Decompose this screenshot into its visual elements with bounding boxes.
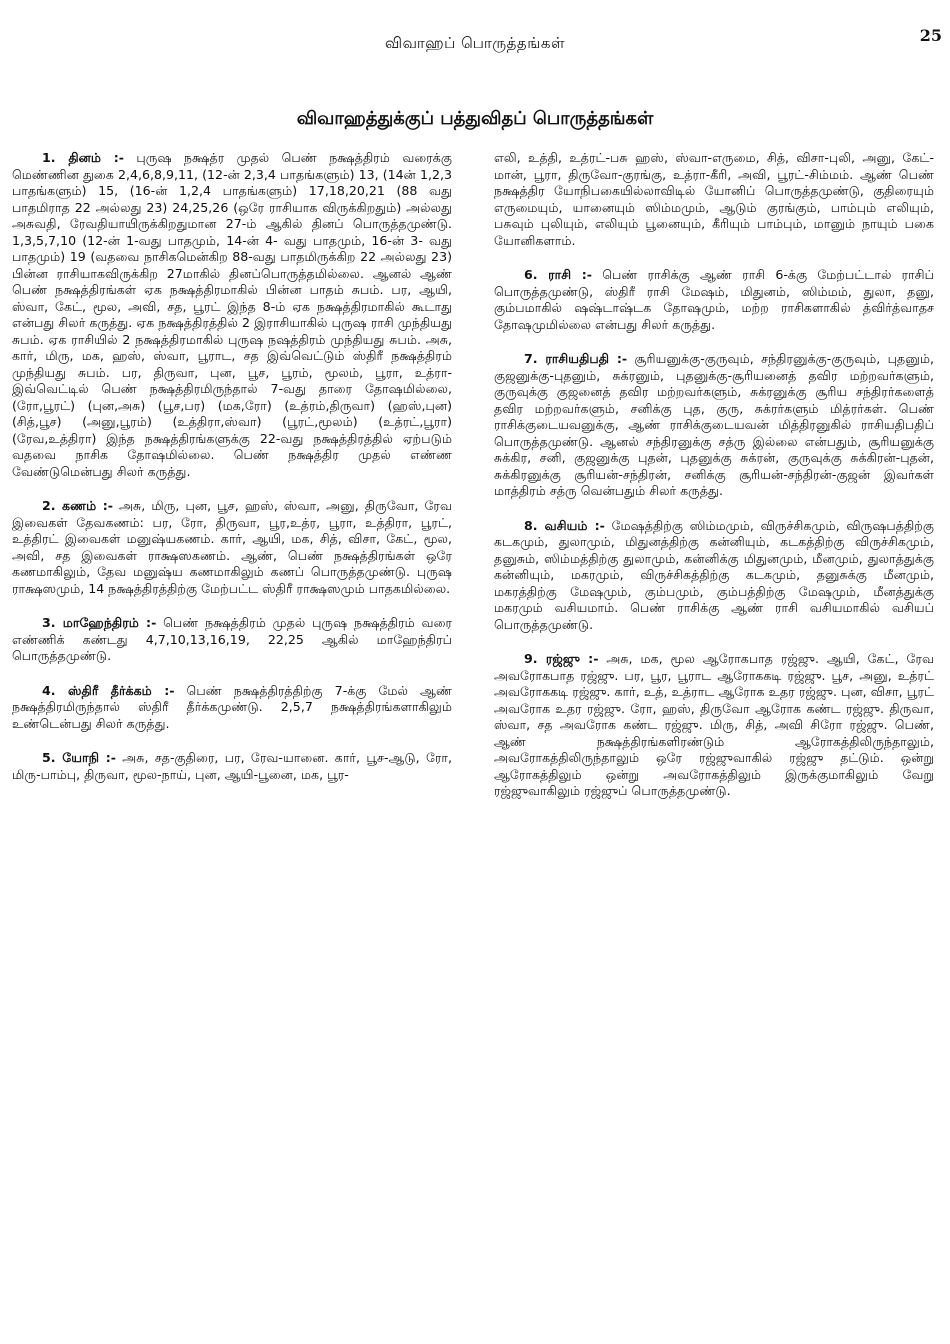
section-heading: கணம் :- bbox=[62, 498, 113, 513]
page-number: 25 bbox=[919, 26, 942, 45]
section-paragraph bbox=[12, 750, 452, 783]
section-text: பெண் நக்ஷத்திரம் முதல் புருஷ நக்ஷத்திரம் வரை எண்ணிக் கண்டது 4,7,10,13,16,19, 22,25 ஆகில் மாஹேந்திரப் பொருத்தமுண்டு. bbox=[12, 615, 453, 663]
section-text: புருஷ நக்ஷத்ர முதல் பெண் நக்ஷத்திரம் வரைக்கு மெண்ணின துகை 2,4,6,8,9,11, (12-ன் 2,3,4 பாதங்களும்) 13, (14ன் 1,2,3 பாதங்களும்) 15, (16-ன் 1,2,4 பாதங்களும்) 17,18,20,21 (88 வது பாதமிராத 22 அல்லது 23) 24,25,26 (ஒரே ராசியாக விருக்கிறதும்) அல்லது அசுவதி, ரேவதியாயிருக்கிறதுமான 27-ம் ஆகில் தினப் பொருத்தமுண்டு. 1,3,5,7,10 (12-ன் 1-வது பாதமும், 14-ன் 4- வது பாதமும், 16-ன் 3- வது பாதமும்) 19 (வதவை நாசிகமென்கிற 88-வது பாதமிருக்கிற 22 அல்லது 23) பின்ன ராசியாகவிருக்கிற 27மாகில் தினப்பொருத்தமில்லை. ஆனல் ஆண் பெண் நக்ஷத்திரங்கள் ஏக நக்ஷத்திரமாகில் பின்ன பாதம் சுபம். பர, ஆயி, ஸ்வா, கேட், மூல, அவி, சத, பூரட் இந்த 8-ம் ஏக நக்ஷத்திரமாகில் கூடாது என்பது சிலர் கருத்து. ஏக நக்ஷத்திரத்தில் 2 இராசியாகில் புருஷ ராசி முந்தியது சுபம். ஏக ராசியில் 2 நக்ஷத்திரமாகில் புருஷ நஷத்திரம் முந்தியது சுபம். அசு, கார், மிரு, மக, ஹஸ், ஸ்வா, பூராட, சத இவ்வெட்டும் ஸ்திரீ நக்ஷத்திரம் முந்தியது சுபம். பர, திருவா, புன, பூச, பூரம், மூலம், பூரா, உத்ரா-இவ்வெட்டில் பெண் நக்ஷத்திரமிருந்தால் 7-வது தாரை தோஷமில்லை, (ரோ,பூரட்) (புன,அசு) (பூச,பர) (மக,ரோ) (உத்ரம்,திருவா) (ஹஸ்,புன) (சித்,பூச) (அனு,பூரம்) (உத்திரா,ஸ்வா) (பூரட்,மூலம்) (உத்ரட்,பூரா) (ரேவ,உத்திரா) இந்த நக்ஷத்திரங்களுக்கு 22-வது நக்ஷத்திரத்தில் ஏற்படும் வதவை நாசிக தோஷமில்லை. பெண் நக்ஷத்திர முதல் எண்ண வேண்டுமென்பது சிலர் கருத்து. bbox=[12, 150, 452, 479]
section-text: அசு, மக, மூல ஆரோகபாத ரஜ்ஜு. ஆயி, கேட், ரேவ அவரோகபாத ரஜ்ஜு. பர, பூர, பூராட ஆரோககடி ரஜ்ஜு. பூச, அனு, உத்ரட் அவரோககடி ரஜ்ஜு. கார், உத், உத்ராட ஆரோக உதர ரஜ்ஜு. புன, விசா, பூரட் அவரோக உதர ரஜ்ஜு. ரோ, ஹஸ், திருவோ ஆரோக கண்ட ரஜ்ஜு. திருவா, ஸ்வா, சத அவரோக கண்ட ரஜ்ஜு. மிரு, சித், அவி சிரோ ரஜ்ஜு. பெண், ஆண் நக்ஷத்திரங்களிரண்டும் ஆரோகத்திலிருந்தாலும், அவரோகத்திலிருந்தாலும் ஒரே ரஜ்ஜுவாகில் ரஜ்ஜு தட்டும். ஒன்று ஆரோகத்திலும் ஒன்று அவரோகத்திலும் இருக்குமாகிலும் வேறு ரஜ்ஜுவாகிலும் ரஜ்ஜுப் பொருத்தமுண்டு. bbox=[494, 651, 935, 798]
section-text: அசு, சத-குதிரை, பர, ரேவ-யானை. கார், பூச-ஆடு, ரோ, மிரு-பாம்பு, திருவா, மூல-நாய், புன, ஆயி-பூனை, மக, பூர- bbox=[12, 750, 452, 782]
section-heading: யோநி :- bbox=[62, 750, 116, 765]
section-number: 3. bbox=[42, 615, 63, 630]
section-number: 5. bbox=[42, 750, 63, 765]
section-paragraph bbox=[494, 150, 934, 249]
page-title: விவாஹத்துக்குப் பத்துவிதப் பொருத்தங்கள் bbox=[296, 108, 654, 129]
section-heading: ராசியதிபதி :- bbox=[545, 351, 628, 366]
section-text: பெண் ராசிக்கு ஆண் ராசி 6-க்கு மேற்பட்டால் ராசிப் பொருத்தமுண்டு, ஸ்திரீ ராசி மேஷம், மிதுனம், ஸிம்மம், துலா, தனு, கும்பமாகில் ஷஷ்டாஷ்டக தோஷமும், மற்ற ராசிகளாகில் த்விர்த்வாதச தோஷமுமில்லை என்பது சிலர் கருத்து. bbox=[494, 267, 934, 332]
section-heading: ரஜ்ஜு :- bbox=[545, 651, 599, 666]
section-text: அசு, மிரு, புன, பூச, ஹஸ், ஸ்வா, அனு, திருவோ, ரேவ இவைகள் தேவகணம்: பர, ரோ, திருவா, பூர,உத்ர, பூரா, உத்திரா, பூரட், உத்திரட் இவைகள் மனுஷ்யகணம். கார், ஆயி, மக, சித், விசா, கேட், மூல, அவி, சத இவைகள் ராக்ஷஸகணம். ஆண், பெண் நக்ஷத்திரங்கள் ஒரே கணமாகிலும், தேவ மனுஷ்ய கணமாகிலும் கணப் பொருத்தமுண்டு. புருஷ ராக்ஷஸமும், 14 நக்ஷத்திரத்திற்கு மேற்பட்ட ஸ்திரீ ராக்ஷஸமும் பாதகமில்லை. bbox=[12, 498, 452, 596]
section-number: 9. bbox=[524, 651, 546, 666]
section-heading: மாஹேந்திரம் :- bbox=[62, 615, 157, 630]
section-number: 8. bbox=[524, 517, 545, 533]
section-text: பெண் நக்ஷத்திரத்திற்கு 7-க்கு மேல் ஆண் நக்ஷத்திரமிருந்தால் ஸ்திரீ தீர்க்கமுண்டு. 2,5,7 நக்ஷத்திரங்களாகிலும் உண்டென்பது சிலர் கருத்து. bbox=[12, 682, 452, 731]
section-number: 6. bbox=[524, 267, 549, 282]
section-paragraph bbox=[494, 651, 934, 800]
section-paragraph bbox=[12, 498, 452, 597]
section-paragraph bbox=[12, 150, 452, 480]
section-paragraph bbox=[494, 351, 934, 500]
section-number: 2. bbox=[42, 498, 63, 513]
section-text: மேஷத்திற்கு ஸிம்மமும், விருச்சிகமும், விருஷபத்திற்கு கடகமும், துலாமும், மிதுனத்திற்கு கன்னியும், கடகத்திற்கு விருச்சிகமும், தனுசும், ஸிம்மத்திற்கு துலாமும், கன்னிக்கு மிதுனமும், மீனமும், துலாத்துக்கு கன்னியும், மகரமும், விருச்சிகத்திற்கு கடகமும், தனுசுக்கு மீனமும், மகரத்திற்கு மேஷமும், கும்பமும், கும்பத்திற்கு மேஷமும், மீனத்துக்கு மகரமும் வசியமாம். பெண் ராசிக்கு ஆண் ராசி வசியமாகில் வசியப் பொருத்தமுண்டு. bbox=[494, 517, 934, 632]
section-text: சூரியனுக்கு-குருவும், சந்திரனுக்கு-குருவும், புதனும், குஜனுக்கு-புதனும், சுக்ரனும், புதனுக்கு-சூரியனைத் தவிர மற்றவர்களும், குருவுக்கு குஜனைத் தவிர மற்றவர்களும், சுக்ரனுக்கு சூரிய சந்திரர்களைத் தவிர மற்றவர்களும், சனிக்கு புத, குரு, சுக்ரர்களும் மித்ரர்கள். பெண் ராசிக்குடையவனுக்கு, ஆண் ராசிக்குடையவன் மித்திரனுகில் ராசியதிபதிப் பொருத்தமுண்டு. ஆனல் சந்திரனுக்கு சத்ரு இல்லை என்பதும், சூரியனுக்கு சுக்கிர, சனி, குஜனுக்கு புதன், புதனுக்கு சுக்ரன், குருவுக்கு சுக்கிரன்-புதன், சுக்கிரனுக்கு சூரியன்-சந்திரன், சனிக்கு சூரியன்-சந்திரன்-குஜன் இவர்கள் மாத்திரம் சத்ரு வென்பதும் சிலர் கருத்து. bbox=[494, 351, 935, 498]
section-paragraph bbox=[494, 267, 934, 333]
left-column bbox=[12, 150, 452, 801]
right-column bbox=[494, 150, 934, 818]
section-paragraph bbox=[12, 683, 452, 733]
section-number: 7. bbox=[524, 351, 546, 366]
section-text: எலி, உத்தி, உத்ரட்-பசு ஹஸ், ஸ்வா-எருமை, சித், விசா-புலி, அனு, கேட்-மான், பூரா, திருவோ-குரங்கு, உத்ரா-கீரி, அவி, பூரட்-சிம்மம். ஆண் பெண் நக்ஷத்திர யோநிபகையில்லாவிடில் யோனிப் பொருத்தமுண்டு, குதிரையும் எருமையும், யானையும் ஸிம்மமும், ஆடும் குரங்கும், பாம்பும் எலியும், பசுவும் புலியும், எலியும் பூனையும், கீரியும் பாம்பும், மானும் நாயும் பகை யோனிகளாம். bbox=[494, 150, 934, 248]
section-heading: ஸ்திரீ தீர்க்கம் :- bbox=[67, 682, 175, 698]
section-number: 4. bbox=[42, 682, 68, 698]
section-heading: வசியம் :- bbox=[544, 517, 605, 533]
running-head: விவாஹப் பொருத்தங்கள் bbox=[385, 34, 565, 52]
section-paragraph bbox=[494, 518, 934, 634]
section-number: 1. bbox=[42, 150, 69, 165]
section-heading: தினம் :- bbox=[68, 150, 125, 165]
section-heading: ராசி :- bbox=[548, 267, 592, 282]
section-paragraph bbox=[12, 615, 452, 665]
